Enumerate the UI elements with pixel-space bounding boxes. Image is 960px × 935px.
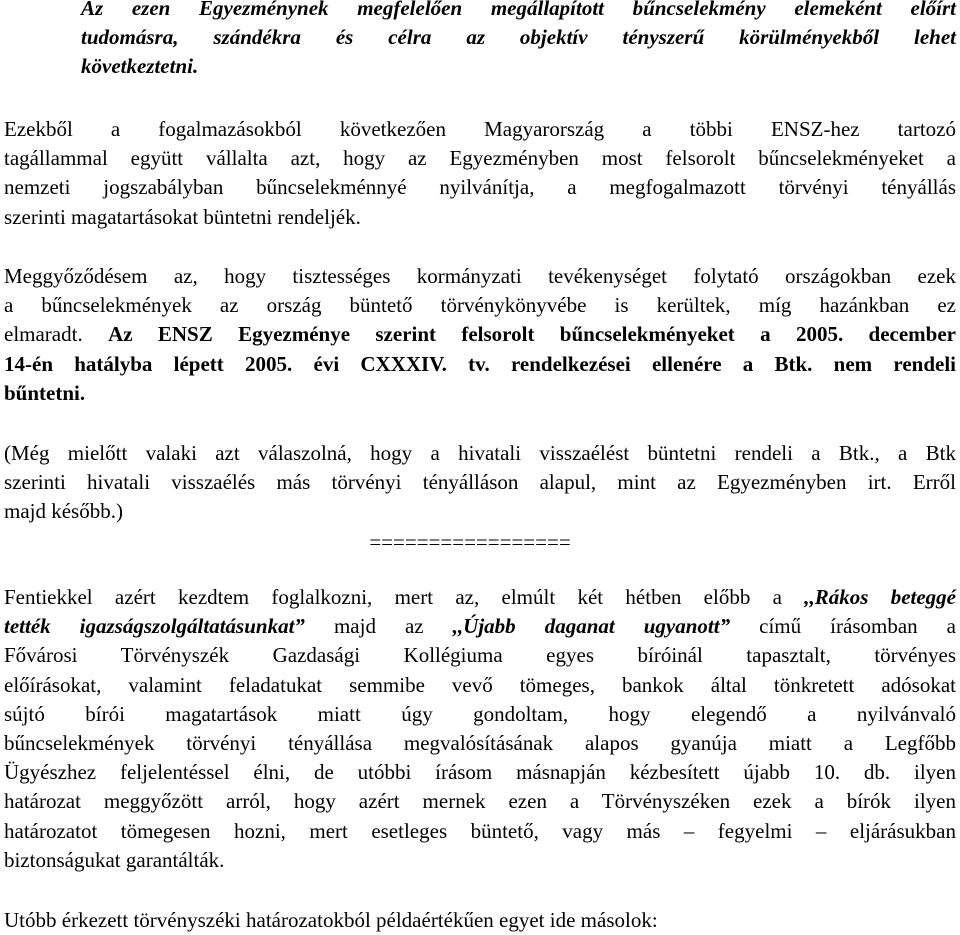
article-title-1: ,,Rákos beteggé: [804, 585, 956, 609]
text-line: sújtó bírói magatartások miatt úgy gondoltam, hogy elegendő a nyilvánvaló: [4, 701, 956, 726]
article-title-1-cont: tették igazságszolgáltatásunkat”: [4, 614, 305, 639]
bold-text-run: Az ENSZ Egyezménye szerint felsorolt bűncselekményeket a 2005. december: [108, 322, 956, 347]
text-line: Ezekből a fogalmazásokból következően Magyarország a többi ENSZ-hez tartozó: [4, 117, 956, 141]
paragraph-obligations: [4, 115, 956, 232]
text-run: Fentiekkel azért kezdtem foglalkozni, mert az, elmúlt két hétben előbb a: [4, 585, 782, 609]
paragraph-aside: [4, 439, 956, 527]
text-line: határozat meggyőzött arról, hogy azért mernek ezen a Törvényszéken ezek a bírók ilyen: [4, 789, 956, 814]
text-line: (Még mielőtt valaki azt válaszolná, hogy a hivatali visszaélést büntetni rendeli a Btk., a Btk: [4, 441, 956, 465]
text-line: Meggyőződésem az, hogy tisztességes kormányzati tevékenységet folytató országokban ezek: [4, 264, 956, 288]
text-line: határozatot tömegesen hozni, mert esetleges büntető, vagy más – fegyelmi – eljárásukban: [4, 818, 956, 843]
text-line: a bűncselekmények az ország büntető törvénykönyvébe is kerültek, míg hazánkban ez: [4, 293, 956, 318]
text-line: tudomásra, szándékra és célra az objektív tényszerű körülményekből lehet: [81, 25, 956, 50]
text-line: bűncselekmények törvényi tényállása megvalósításának alapos gyanúja miatt a Legfőbb: [4, 731, 956, 756]
article-title-2: ,,Újabb daganat ugyanott”: [452, 614, 731, 639]
text-line: szerinti hivatali visszaélés más törvényi tényálláson alapul, mint az Egyezményben irt. Erről: [4, 470, 956, 495]
text-run: elmaradt.: [4, 322, 83, 347]
text-line: [4, 583, 956, 612]
text-line: biztonságukat garantálták.: [4, 847, 225, 872]
text-run: majd az: [304, 614, 453, 639]
text-line: Ügyészhez feljelentéssel élni, de utóbbi írásom másnapján kézbesített újabb 10. db. ilyen: [4, 760, 956, 785]
bold-text-line: 14-én hatályba lépett 2005. évi CXXXIV. tv. rendelkezései ellenére a Btk. nem rendeli: [4, 351, 956, 376]
paragraph-conviction: [4, 262, 956, 408]
bold-text-line: bűntetni.: [4, 380, 86, 405]
text-run: című írásomban a: [730, 614, 957, 639]
text-line: majd később.): [4, 499, 123, 524]
separator-line: [4, 528, 956, 557]
text-line: következtetni.: [81, 54, 199, 79]
text-line: tagállammal együtt vállalta azt, hogy az Egyezményben most felsorolt bűncselekményeket a: [4, 146, 956, 171]
paragraph-intro-quote: [4, 906, 956, 935]
text-line: Utóbb érkezett törvényszéki határozatokból példaértékűen egyet ide másolok:: [4, 908, 658, 932]
paragraph-background: [4, 583, 956, 875]
text-line: előírásokat, valamint feladatukat semmibe vevő tömeges, bankok által tönkretett adósokat: [4, 672, 956, 697]
quoted-paragraph: [81, 0, 956, 82]
text-line: [4, 612, 956, 641]
text-line: szerinti magatartásokat büntetni rendeljék.: [4, 204, 361, 229]
text-line: nemzeti jogszabályban bűncselekménnyé nyilvánítja, a megfogalmazott törvényi tényállás: [4, 175, 956, 200]
text-line: [4, 320, 956, 349]
text-line: Fővárosi Törvényszék Gazdasági Kollégiuma egyes bíróinál tapasztalt, törvényes: [4, 643, 956, 668]
separator-text: =================: [369, 530, 571, 554]
text-line: Az ezen Egyezménynek megfelelően megállapított bűncselekmény elemeként előírt: [81, 0, 956, 20]
